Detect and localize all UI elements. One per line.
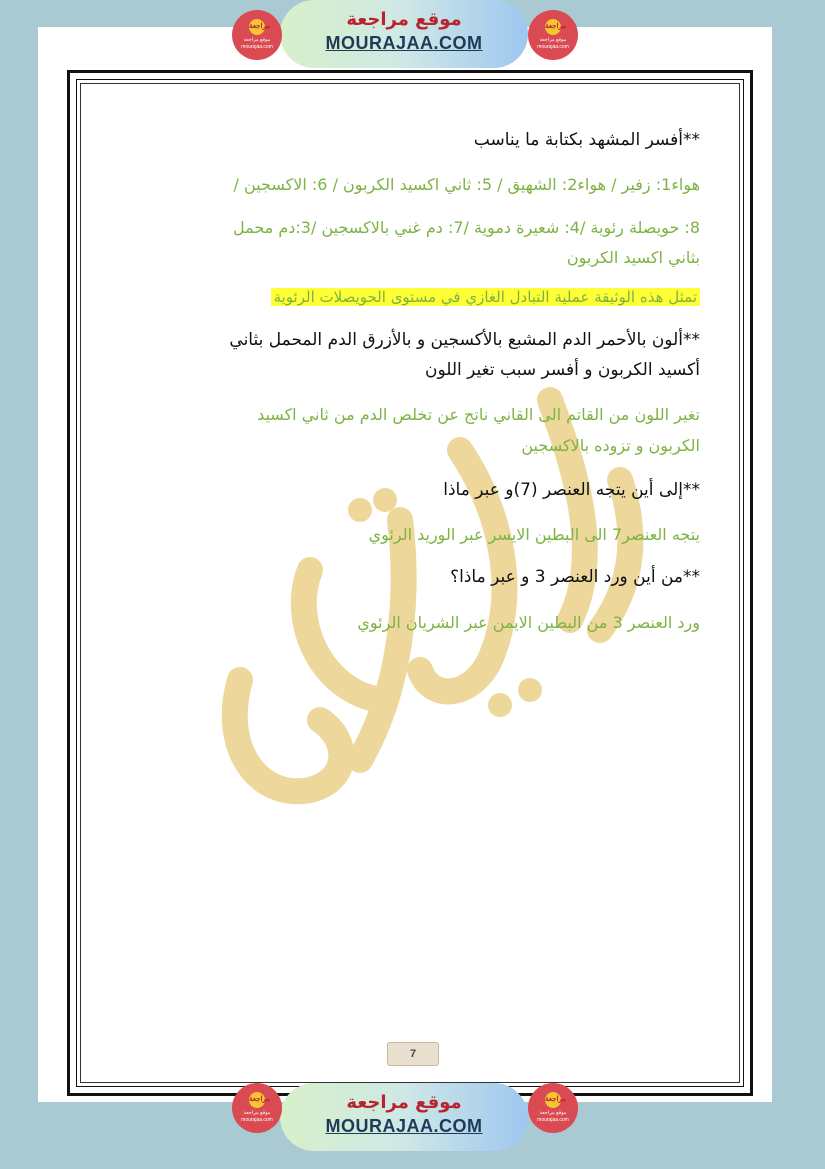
question-2-cont: أكسيد الكربون و أفسر سبب تغير اللون [424, 360, 700, 380]
logo-caption-en: mourajaa.com [241, 1117, 273, 1123]
question-2: **ألون بالأحمر الدم المشبع بالأكسجين و بالأزرق الدم المحمل بثاني [229, 330, 700, 350]
site-logo-right-top [528, 10, 578, 60]
logo-caption-ar: موقع مراجعة [539, 1110, 567, 1116]
question-3: **إلى أين يتجه العنصر (7)و عبر ماذا [443, 480, 700, 500]
logo-badge: مراجعة [249, 19, 265, 35]
highlighted-statement: تمثل هذه الوثيقة عملية التبادل الغازي في مستوى الحويصلات الرئوية [271, 288, 700, 306]
page-number: 7 [387, 1042, 439, 1066]
site-logo-left-top [232, 10, 282, 60]
logo-caption-en: mourajaa.com [537, 44, 569, 50]
site-logo-left-bottom [232, 1083, 282, 1133]
site-logo-right-bottom [528, 1083, 578, 1133]
banner-site-url[interactable]: MOURAJAA.COM [325, 33, 483, 53]
calligraphy-watermark [200, 360, 680, 830]
question-4: **من أين ورد العنصر 3 و عبر ماذا؟ [450, 567, 700, 587]
answer-line: ورد العنصر 3 من البطين الايمن عبر الشريان الرئوي [357, 613, 700, 632]
answer-line: 8: حويصلة رئوية /4: شعيرة دموية /7: دم غني بالاكسجين /3:دم محمل [233, 218, 700, 237]
answer-line: الكربون و تزوده بالاكسجين [521, 436, 700, 455]
answer-line: تغير اللون من القاتم الى القاني ناتج عن تخلص الدم من ثاني اكسيد [257, 405, 700, 424]
logo-badge: مراجعة [545, 19, 561, 35]
logo-caption-en: mourajaa.com [537, 1117, 569, 1123]
site-banner-top[interactable] [280, 0, 528, 68]
answer-line: هواء1: زفير / هواء2: الشهيق / 5: ثاني اكسيد الكربون / 6: الاكسجين / [233, 175, 700, 194]
answer-line: بثاني اكسيد الكربون [566, 248, 700, 267]
logo-badge: مراجعة [545, 1092, 561, 1108]
logo-caption-ar: موقع مراجعة [539, 37, 567, 43]
banner-arabic-title: موقع مراجعة [346, 9, 462, 30]
logo-caption-en: mourajaa.com [241, 44, 273, 50]
logo-badge: مراجعة [249, 1092, 265, 1108]
question-1: **أفسر المشهد بكتابة ما يناسب [473, 130, 700, 150]
answer-line: يتجه العنصر7 الى البطين الايسر عبر الوريد الرئوي [368, 525, 700, 544]
site-banner-bottom[interactable] [280, 1083, 528, 1151]
logo-caption-ar: موقع مراجعة [243, 37, 271, 43]
logo-caption-ar: موقع مراجعة [243, 1110, 271, 1116]
banner-arabic-title: موقع مراجعة [346, 1092, 462, 1113]
banner-site-url[interactable]: MOURAJAA.COM [325, 1116, 483, 1136]
